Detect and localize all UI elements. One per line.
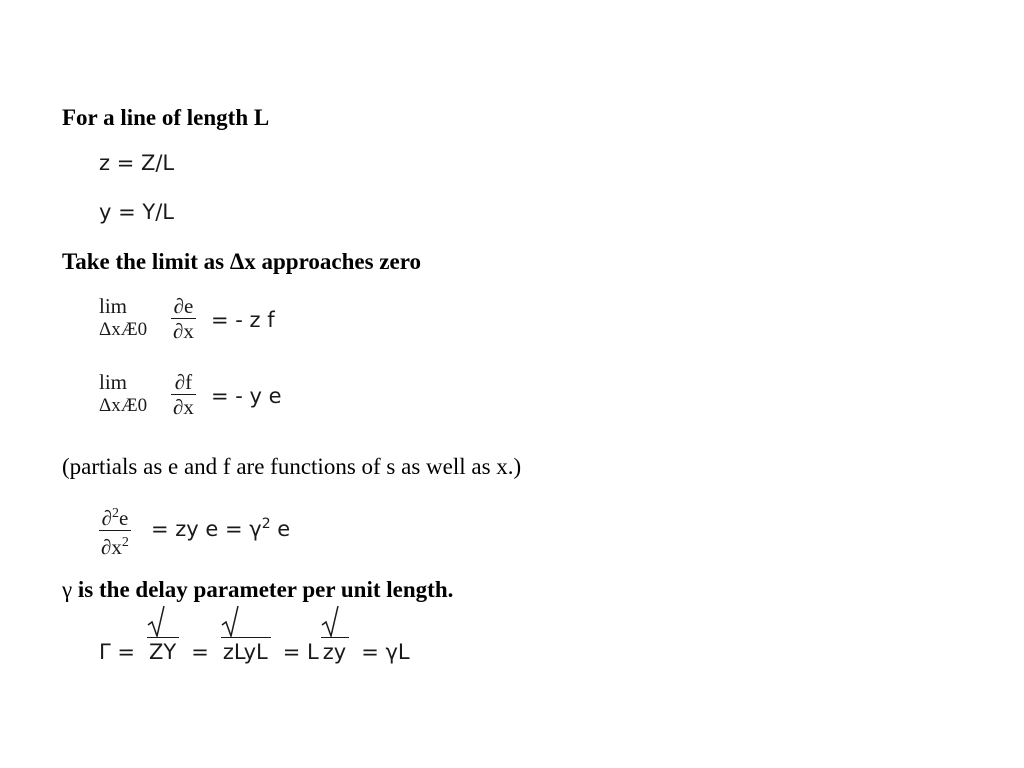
equals-gamma-l: = γL [361, 640, 410, 664]
equation-y: y = Y/L [99, 200, 174, 224]
equation-z: z = Z/L [99, 151, 175, 175]
limit-rhs: = - y e [211, 384, 282, 408]
equals-l: = L [282, 640, 319, 664]
partial-fraction [171, 294, 196, 343]
fraction-denominator: ∂x [173, 319, 194, 343]
gamma-statement-text: is the delay parameter per unit length. [72, 577, 454, 602]
sqrt-zy-lower: zy [321, 605, 349, 664]
second-derivative-rhs: = zy $e = \gamma^2$ e [151, 516, 291, 541]
partials-note: (partials as e and f are functions of s as well as x.) [62, 454, 522, 479]
gamma-lhs: Γ = [99, 640, 135, 664]
gamma-statement [62, 576, 453, 604]
limit-rhs: = - z f [211, 308, 275, 332]
limit-text: lim [99, 370, 128, 394]
fraction-numerator: ∂f [174, 370, 193, 394]
fraction-denominator: ∂x [173, 395, 194, 419]
limit-subscript: ΔxÆ0 [99, 319, 148, 340]
sqrt-zlyl: zLyL [221, 605, 271, 664]
limit-subscript: ΔxÆ0 [99, 395, 148, 416]
partial-fraction [171, 370, 196, 419]
fraction-numerator: ∂$^2$e [101, 506, 129, 530]
heading-limit: Take the limit as Δx approaches zero [62, 249, 421, 274]
limit-label [99, 370, 169, 418]
limit-label [99, 294, 169, 342]
second-partial-fraction [99, 502, 131, 559]
fraction-numerator: ∂e [173, 294, 194, 318]
limit-text: lim [99, 294, 128, 318]
fraction-denominator: $\partial x^2$ [99, 530, 131, 559]
gamma-symbol: γ [62, 577, 73, 602]
propagation-constant-equation [99, 630, 410, 664]
equals-sign: = [191, 640, 209, 664]
sqrt-zy-upper: ZY [147, 605, 179, 664]
heading-line-length: For a line of length L [62, 105, 270, 130]
